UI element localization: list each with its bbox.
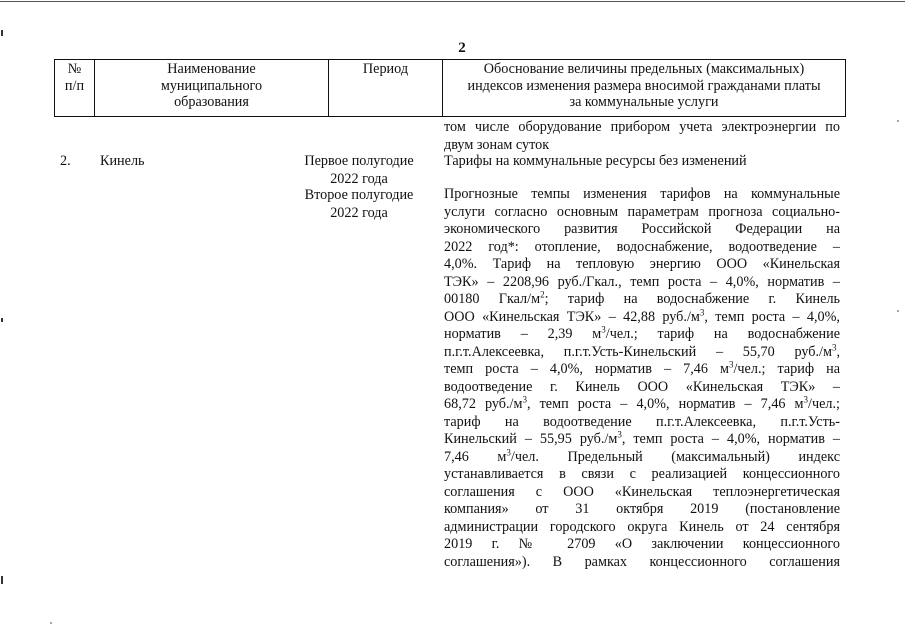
scan-speck: [897, 120, 899, 122]
basis-line: водоотведение г. Кинель ООО «Кинельская ТЭК» –: [444, 378, 840, 395]
basis-second-half: [444, 186, 840, 571]
municipality-name: Кинель: [100, 153, 145, 169]
scan-margin-mark: [1, 30, 3, 36]
row-number: 2.: [60, 153, 71, 169]
basis-line: тариф на водоотведение п.г.т.Алексеевка, п.г.т.Усть-: [444, 413, 840, 430]
basis-first-half: Тарифы на коммунальные ресурсы без изменений: [444, 153, 747, 169]
basis-line: услуги согласно основным параметрам прогноза социально-: [444, 203, 840, 220]
basis-line: Кинельский – 55,95 $руб./м^3$, темп роста – 4,0%, норматив –: [444, 429, 840, 447]
basis-line: п.г.т.Алексеевка, п.г.т.Усть-Кинельский – 55,70 $руб./м^3$,: [444, 341, 840, 360]
period-second-half: Второе полугодие 2022 года: [304, 187, 414, 221]
basis-line: соглашения с ООО «Кинельская теплоэнергетическая: [444, 483, 840, 500]
header-municipality: Наименование муниципального образования: [95, 60, 329, 116]
basis-line: темп роста – 4,0%, норматив – 7,46 $м^3$/чел.; тариф на: [444, 359, 840, 377]
continuation-line: двум зонам суток: [444, 136, 550, 153]
basis-line: 68,72 $руб./м^3$, темп роста – 4,0%, норматив – 7,46 $м^3$/чел.;: [444, 394, 840, 412]
scan-speck: [897, 310, 899, 312]
basis-line: компания» от 31 октября 2019 (постановление: [444, 501, 840, 517]
basis-line: администрации городского округа Кинель от 24 сентября: [444, 518, 840, 535]
basis-line: 7,46 $м^3$/чел. Предельный (максимальный) индекс: [444, 446, 840, 465]
basis-line: экономического развития Российской Федерации на: [444, 221, 840, 237]
scan-margin-mark: [1, 576, 3, 584]
basis-line: соглашения»). В рамках концессионного соглашения: [444, 553, 840, 570]
header-number: № п/п: [55, 60, 95, 116]
scan-margin-mark: [1, 318, 3, 322]
basis-line: 4,0%. Тариф на тепловую энергию ООО «Кинельская: [444, 256, 840, 272]
basis-line: 2022 год*: отопление, водоснабжение, водоотведение –: [444, 238, 840, 255]
continuation-text: [444, 119, 840, 154]
basis-line: норматив – 2,39 $м^3$/чел.; тариф на водоснабжение: [444, 324, 840, 342]
continuation-line: том числе оборудование прибором учета электроэнергии по: [444, 119, 840, 135]
basis-line: устанавливается в связи с реализацией концессионного: [444, 466, 840, 482]
page-number: 2: [458, 40, 466, 56]
basis-line: ТЭК» – 2208,96 руб./Гкал., темп роста – 4,0%, норматив –: [444, 273, 840, 290]
header-period: Период: [329, 60, 443, 116]
period-first-half: Первое полугодие 2022 года: [304, 153, 414, 187]
basis-line: Прогнозные темпы изменения тарифов на коммунальные: [444, 186, 840, 202]
basis-line: 00180 Гкал/$м^2$; тариф на водоснабжение г. Кинель: [444, 289, 840, 307]
scan-speck: [50, 622, 52, 624]
table-header: [54, 59, 846, 117]
basis-line: 2019 г. № 2709 «О заключении концессионного: [444, 536, 840, 552]
header-basis: Обоснование величины предельных (максимальных) индексов изменения размера вносимой гражданами платы за коммунальные услуги: [467, 61, 821, 110]
basis-line: ООО «Кинельская ТЭК» – 42,88 $руб./м^3$, темп роста – 4,0%,: [444, 306, 840, 325]
scan-top-edge: [0, 1, 905, 2]
